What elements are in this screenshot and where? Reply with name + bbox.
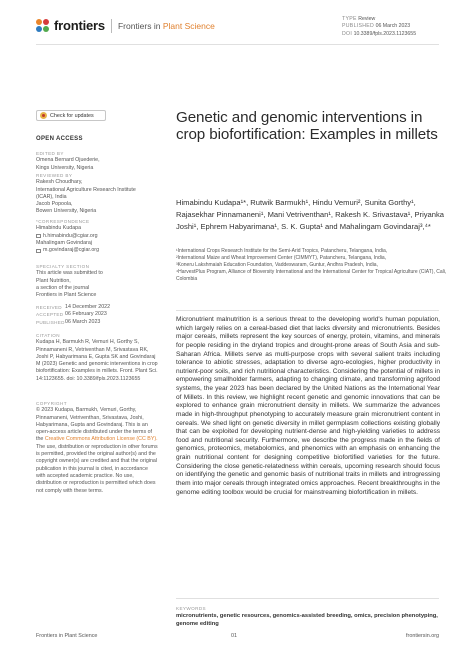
specialty-section: SPECIALTY SECTION This article was submitted to Plant Nutrition, a section of the journal Frontiers in Plant Science: [36, 264, 103, 299]
journal-name: Frontiers in Plant Science: [117, 20, 215, 31]
published-date: 06 March 2023: [375, 23, 411, 30]
keywords: micronutrients, genetic resources, genomics-assisted breeding, omics, precision phenotyping, genome editing: [176, 613, 438, 627]
logo-divider: [111, 19, 112, 33]
keywords-label: KEYWORDS: [176, 606, 206, 611]
keywords-divider: [176, 598, 439, 599]
citation: CITATION Kudapa H, Barmukh R, Vemuri H, Gorthy S, Pinnamaneni R, Vetriventhan M, Srivastava RK, Joshi P, Habyarimana E, Gupta SK and Govindaraj M (2023) Genetic and genomic interventions in crop biofortification: Examples in millets. Front. Plant Sci. 14:1123655. doi: 10.3389/fpls.2023.1123655: [36, 333, 158, 382]
abstract-divider: [176, 310, 439, 311]
email-link[interactable]: h.himabindu@cgiar.org: [43, 232, 98, 239]
reviewed-by: REVIEWED BY Rakesh Choudhary, International Agriculture Research Institute (ICAR), India Jacob Popoola, Bowen University, Nigeria: [36, 173, 136, 215]
frontiers-logo-icon: [36, 19, 50, 33]
footer-site-link[interactable]: frontiersin.org: [406, 633, 439, 639]
brand-name: frontiers: [54, 18, 105, 33]
email-icon: [36, 234, 41, 238]
abstract: Micronutrient malnutrition is a serious threat to the developing world's human population, which largely relies on a cereal-based diet that lacks diversity and micronutrients. Besides major cereals, millets represent the key sources of energy, protein, vitamins, and minerals for people residing in the dryland tropics and drought-prone areas of South Asia and sub-Saharan Africa. Millets serve as multi-purpose crops with several salient traits including tolerance to abiotic stresses, adaptation to diverse agro-ecologies, higher productivity in nutrient-poor soils, and rich nutritional characteristics. Considering the potential of millets in empowering smallholder farmers, adapting to changing climate, and transforming agrifood systems, the year 2023 has been declared by the United Nations as the International Year of Millets. In this review, we highlight recent genetic and genomic innovations that can be explored to enhance grain micronutrient density in millets. We summarize the advances made in high-throughput phenotyping to accurately measure grain micronutrient content in cereals. We shed light on genetic diversity in millet germplasm collections existing globally that can be exploited for developing nutrient-dense and high-yielding varieties to address food and nutritional security. Furthermore, we describe the progress made in the fields of genomics, proteomics, metabolomics, and phenomics with an emphasis on enhancing the grain nutritional content for designing competitive biofortified varieties for the future. Considering the close genetic-relatedness within cereals, upcoming research should focus on identifying the genetic and genomic basis of nutritional traits in millets and introgressing them into major cereals through integrated omics approaches. Recent breakthroughs in the genome editing toolbox would be crucial for mainstreaming biofortification in millets.: [176, 316, 440, 496]
edited-by: EDITED BY Omena Bernard Ojuederie, Kings University, Nigeria: [36, 151, 100, 171]
header-divider: [36, 44, 439, 45]
page-header: [36, 16, 446, 38]
copyright: COPYRIGHT © 2023 Kudapa, Barmukh, Vemuri, Gorthy, Pinnamaneni, Vetriventhan, Srivastava, Joshi, Habyarimana, Gupta and Govindaraj. This is an open-access article distributed under the terms of the Creative Commons Attribution License (CC BY). The use, distribution or reproduction in other forums is permitted, provided the original author(s) and the copyright owner(s) are credited and that the original publication in this journal is cited, in accordance with accepted academic practice. No use, distribution or reproduction is permitted which does not comply with these terms.: [36, 401, 158, 494]
affiliations: ¹International Crops Research Institute for the Semi-Arid Tropics, Patancheru, Telangana, India, ²International Maize and Wheat Improvement Center (CIMMYT), Patancheru, Telangana, India, ³Koneru Lakshmaiah Education Foundation, Vaddeswaram, Guntur, Andhra Pradesh, India, ⁴HarvestPlus Program, Alliance of Bioversity International and the International Center for Tropical Agriculture (CIAT), Cali, Colombia: [176, 248, 447, 282]
doi-link[interactable]: 10.3389/fpls.2023.1123655: [353, 30, 417, 37]
article-dates: RECEIVED 14 December 2022 ACCEPTED 06 February 2023 PUBLISHED 06 March 2023: [36, 304, 111, 325]
correspondence: *CORRESPONDENCE Himabindu Kudapa h.himabindu@cgiar.org Mahalingam Govindaraj m.govindaraj@cgiar.org: [36, 219, 100, 254]
check-for-updates-button[interactable]: Check for updates: [36, 110, 106, 121]
frontiers-logo[interactable]: [36, 18, 215, 33]
article-type: Review: [358, 16, 376, 22]
update-badge-icon: [40, 112, 47, 119]
email-icon: [36, 249, 41, 253]
email-link[interactable]: m.govindaraj@cgiar.org: [43, 247, 100, 254]
page-number: 01: [231, 633, 237, 639]
author-list: Himabindu Kudapa¹*, Rutwik Barmukh¹, Hindu Vemuri², Sunita Gorthy¹, Rajasekhar Pinnamaneni¹, Mani Vetriventhan¹, Rakesh K. Srivastava¹, Priyanka Joshi¹, Ephrem Habyarimana¹, S. K. Gupta¹ and Mahalingam Govindaraj³,⁴*: [176, 198, 445, 232]
cc-by-license-link[interactable]: Creative Commons Attribution License (CC BY).: [44, 436, 158, 443]
open-access-label: OPEN ACCESS: [36, 136, 83, 142]
article-title: Genetic and genomic interventions in crop biofortification: Examples in millets: [176, 109, 438, 144]
article-meta: TYPE Review PUBLISHED 06 March 2023 DOI 10.3389/fpls.2023.1123655: [342, 16, 417, 37]
footer-journal: Frontiers in Plant Science: [36, 633, 98, 639]
